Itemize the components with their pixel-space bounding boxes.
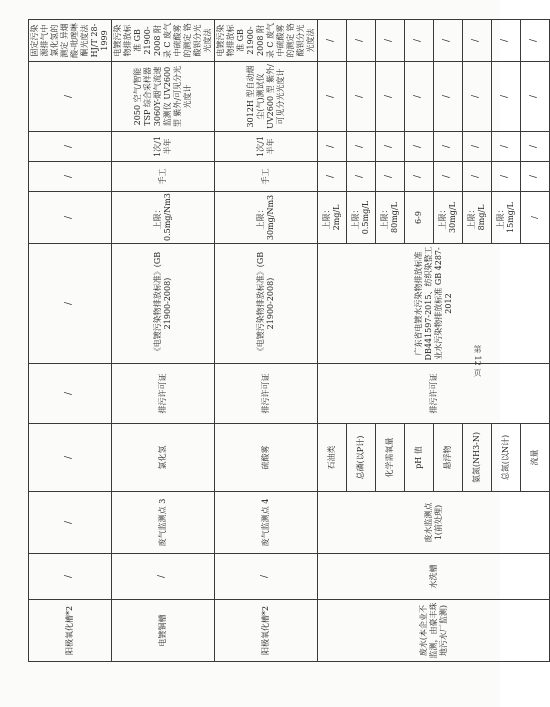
cell-slash: /: [492, 132, 521, 162]
cell-slash: /: [347, 20, 376, 62]
cell-slash: /: [405, 162, 434, 192]
cell-slash: /: [405, 20, 434, 62]
cell-slash: /: [463, 162, 492, 192]
cell-pollutant: 氨氮(NH3-N): [463, 424, 492, 492]
cell-slash: /: [29, 244, 112, 364]
cell-source: 水洗槽: [318, 554, 550, 600]
cell-frequency: 1次/1半年: [112, 132, 215, 162]
cell-source: 电镀铜槽: [112, 600, 215, 662]
cell-slash: /: [376, 62, 405, 132]
cell-limit: 上限：8mg/L: [463, 192, 492, 244]
cell-point: 废气监测点 3: [112, 492, 215, 554]
cell-slash: /: [318, 162, 347, 192]
cell-instrument: 2050 空气/智能 TSP 综合采样器 3060Y-烟气流速监测仪 UV2600 型 紫外/可见分光光度计: [112, 62, 215, 132]
cell-slash: /: [29, 492, 112, 554]
cell-slash: /: [405, 132, 434, 162]
cell-slash: /: [29, 192, 112, 244]
cell-slash: /: [405, 62, 434, 132]
cell-slash: /: [29, 162, 112, 192]
cell-pollutant: 石油类: [318, 424, 347, 492]
cell-pollutant: 总氮(以N计): [492, 424, 521, 492]
cell-slash: /: [376, 20, 405, 62]
table-row: [112, 20, 215, 662]
cell-slash: /: [376, 132, 405, 162]
page-number: 第 12 页: [473, 345, 482, 377]
cell-pollutant: 硫酸雾: [215, 424, 318, 492]
cell-standard: 《电镀污染物排放标准》(GB 21900-2008): [112, 244, 215, 364]
cell-slash: /: [376, 162, 405, 192]
cell-limit: 上限：80mg/L: [376, 192, 405, 244]
cell-frequency: 1次/1半年: [215, 132, 318, 162]
table-row: [215, 20, 318, 662]
cell-limit: 6-9: [405, 192, 434, 244]
cell-pollutant: 悬浮物: [434, 424, 463, 492]
cell-limit: /: [521, 192, 550, 244]
cell-source: 阳极氧化槽*2: [29, 600, 112, 662]
cell-slash: /: [434, 20, 463, 62]
cell-slash: /: [29, 364, 112, 424]
cell-slash: /: [521, 162, 550, 192]
cell-slash: /: [215, 554, 318, 600]
cell-limit: 上限：30mg/L: [434, 192, 463, 244]
cell-limit: 上限：30mg/Nm3: [215, 192, 318, 244]
cell-slash: /: [521, 62, 550, 132]
cell-limit: 上限：15mg/L: [492, 192, 521, 244]
cell-slash: /: [29, 62, 112, 132]
table-row: [29, 20, 112, 662]
cell-slash: /: [492, 62, 521, 132]
cell-basis: 排污许可证: [318, 364, 550, 424]
cell-slash: /: [521, 20, 550, 62]
cell-basis: 排污许可证: [215, 364, 318, 424]
cell-limit: 上限：0.5mg/L: [347, 192, 376, 244]
cell-slash: /: [318, 132, 347, 162]
cell-slash: /: [318, 20, 347, 62]
cell-instrument: 3012H 型自动烟尘(气)测试仪 UV2600 型 紫外/可见分光光度计: [215, 62, 318, 132]
cell-slash: /: [463, 62, 492, 132]
cell-slash: /: [463, 20, 492, 62]
cell-slash: /: [347, 62, 376, 132]
cell-limit: 上限：2mg/L: [318, 192, 347, 244]
cell-pollutant: 氯化氢: [112, 424, 215, 492]
cell-standard: 广东省电镀水污染物排放标准 DB441597-2015、纺织染整工业水污染物排放标准 GB 4287-2012: [318, 244, 550, 364]
cell-method: 电镀污染物排放标准 GB 21900-2008 附录 C 废气中硫酸雾的测定 铬酸钡分光光度法: [112, 20, 215, 62]
cell-wastewater-note: 废水(本企业不监测，由豪丰珠地污水厂监测): [318, 600, 550, 662]
cell-slash: /: [434, 62, 463, 132]
cell-pollutant: 流量: [521, 424, 550, 492]
cell-standard: 《电镀污染物排放标准》(GB 21900-2008): [215, 244, 318, 364]
cell-pollutant: 总磷(以P计): [347, 424, 376, 492]
monitoring-table: [28, 19, 550, 662]
cell-method: 固定污染源排气中氯化氢的测定 异烟酸-吡唑啉酮光度法 HJ/T 28-1999: [29, 20, 112, 62]
table-row: [318, 20, 347, 662]
cell-point: 废水监测点 1(前处理): [318, 492, 550, 554]
cell-slash: /: [318, 62, 347, 132]
cell-limit: 上限：0.5mg/Nm3: [112, 192, 215, 244]
cell-slash: /: [29, 132, 112, 162]
cell-slash: /: [492, 162, 521, 192]
cell-point: 废气监测点 4: [215, 492, 318, 554]
cell-slash: /: [29, 554, 112, 600]
cell-slash: /: [434, 132, 463, 162]
cell-pollutant: pH 值: [405, 424, 434, 492]
cell-basis: 排污许可证: [112, 364, 215, 424]
cell-method: 电镀污染物排放标准 GB 21900-2008 附录 C 废气中硫酸雾的测定 铬酸钡分光光度法: [215, 20, 318, 62]
cell-slash: /: [492, 20, 521, 62]
cell-slash: /: [347, 132, 376, 162]
cell-slash: /: [434, 162, 463, 192]
cell-source: 阳极氧化槽*2: [215, 600, 318, 662]
cell-slash: /: [29, 424, 112, 492]
cell-slash: /: [112, 554, 215, 600]
cell-mode: 手工: [215, 162, 318, 192]
cell-pollutant: 化学需氧量: [376, 424, 405, 492]
cell-slash: /: [463, 132, 492, 162]
cell-mode: 手工: [112, 162, 215, 192]
cell-slash: /: [521, 132, 550, 162]
cell-slash: /: [347, 162, 376, 192]
